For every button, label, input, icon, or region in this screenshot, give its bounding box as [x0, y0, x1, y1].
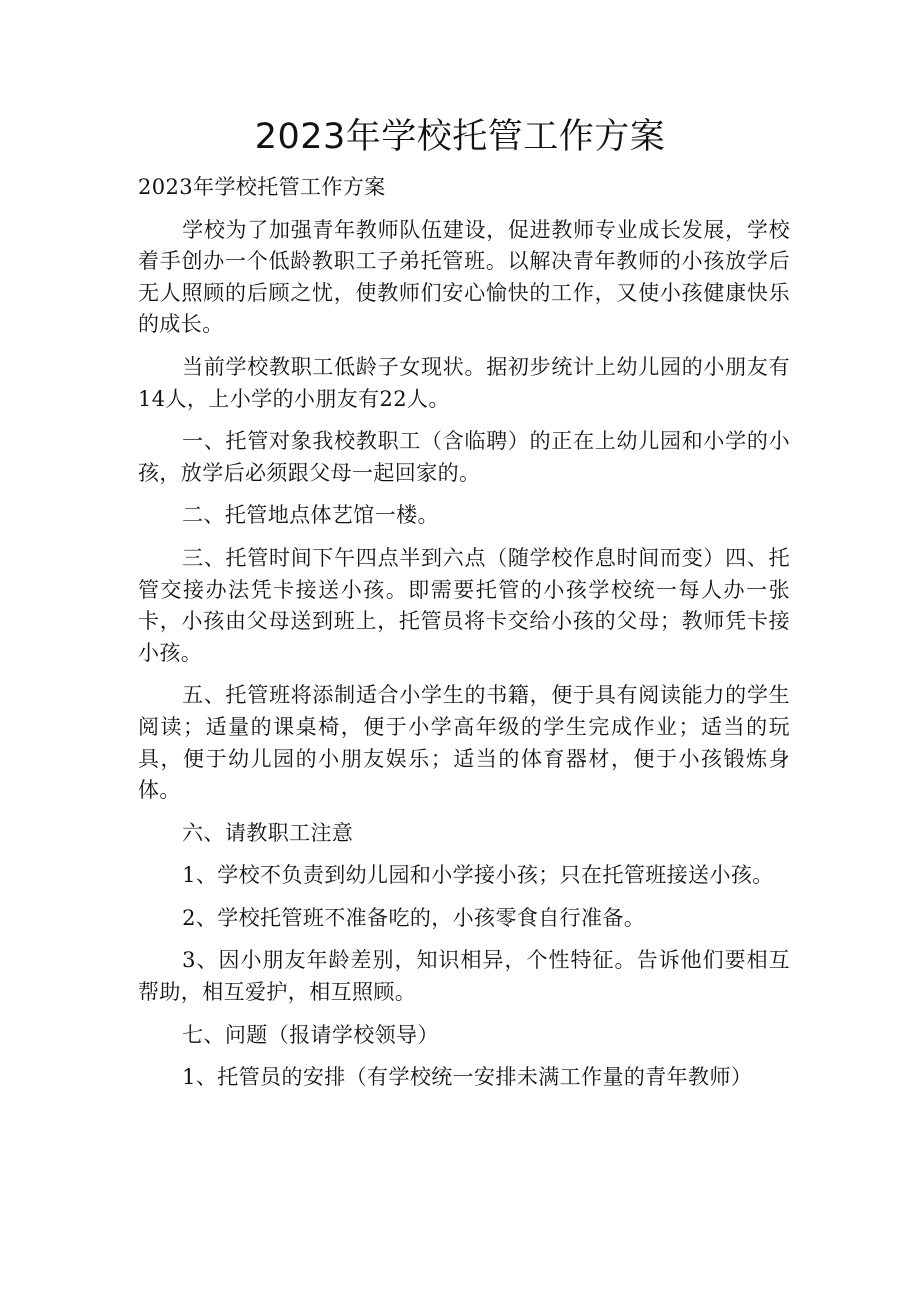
document-title: 2023年学校托管工作方案 — [254, 117, 666, 157]
document-body — [138, 172, 790, 1105]
paragraph-intro: 学校为了加强青年教师队伍建设，促进教师专业成长发展，学校着手创办一个低龄教职工子弟托管班。以解决青年教师的小孩放学后无人照顾的后顾之忧，使教师们安心愉快的工作，又使小孩健康快乐的成长。 — [138, 217, 790, 337]
paragraph-note-3: 3、因小朋友年龄差别，知识相异，个性特征。告诉他们要相互帮助，相互爱护，相互照顾。 — [138, 948, 790, 1005]
paragraph-current-status: 当前学校教职工低龄子女现状。据初步统计上幼儿园的小朋友有14人，上小学的小朋友有22人。 — [138, 354, 790, 411]
paragraph-note-1: 1、学校不负责到幼儿园和小学接小孩；只在托管班接送小孩。 — [182, 863, 774, 888]
paragraph-section-7-heading: 七、问题（报请学校领导） — [182, 1022, 439, 1047]
paragraph-section-2: 二、托管地点体艺馆一楼。 — [182, 503, 439, 528]
paragraph-section-5: 五、托管班将添制适合小学生的书籍，便于具有阅读能力的学生阅读；适量的课桌椅，便于小学高年级的学生完成作业；适当的玩具，便于幼儿园的小朋友娱乐；适当的体育器材，便于小孩锻炼身体。 — [138, 683, 790, 803]
paragraph-issue-1: 1、托管员的安排（有学校统一安排未满工作量的青年教师） — [182, 1065, 753, 1090]
paragraph-section-3-4: 三、托管时间下午四点半到六点（随学校作息时间而变）四、托管交接办法凭卡接送小孩。即需要托管的小孩学校统一每人办一张卡，小孩由父母送到班上，托管员将卡交给小孩的父母；教师凭卡接小孩。 — [138, 545, 790, 665]
paragraph-section-6-heading: 六、请教职工注意 — [182, 820, 354, 845]
paragraph-section-1: 一、托管对象我校教职工（含临聘）的正在上幼儿园和小学的小孩，放学后必须跟父母一起回家的。 — [138, 429, 790, 485]
paragraph-note-2: 2、学校托管班不准备吃的，小孩零食自行准备。 — [182, 905, 646, 930]
document-subtitle: 2023年学校托管工作方案 — [138, 175, 386, 199]
